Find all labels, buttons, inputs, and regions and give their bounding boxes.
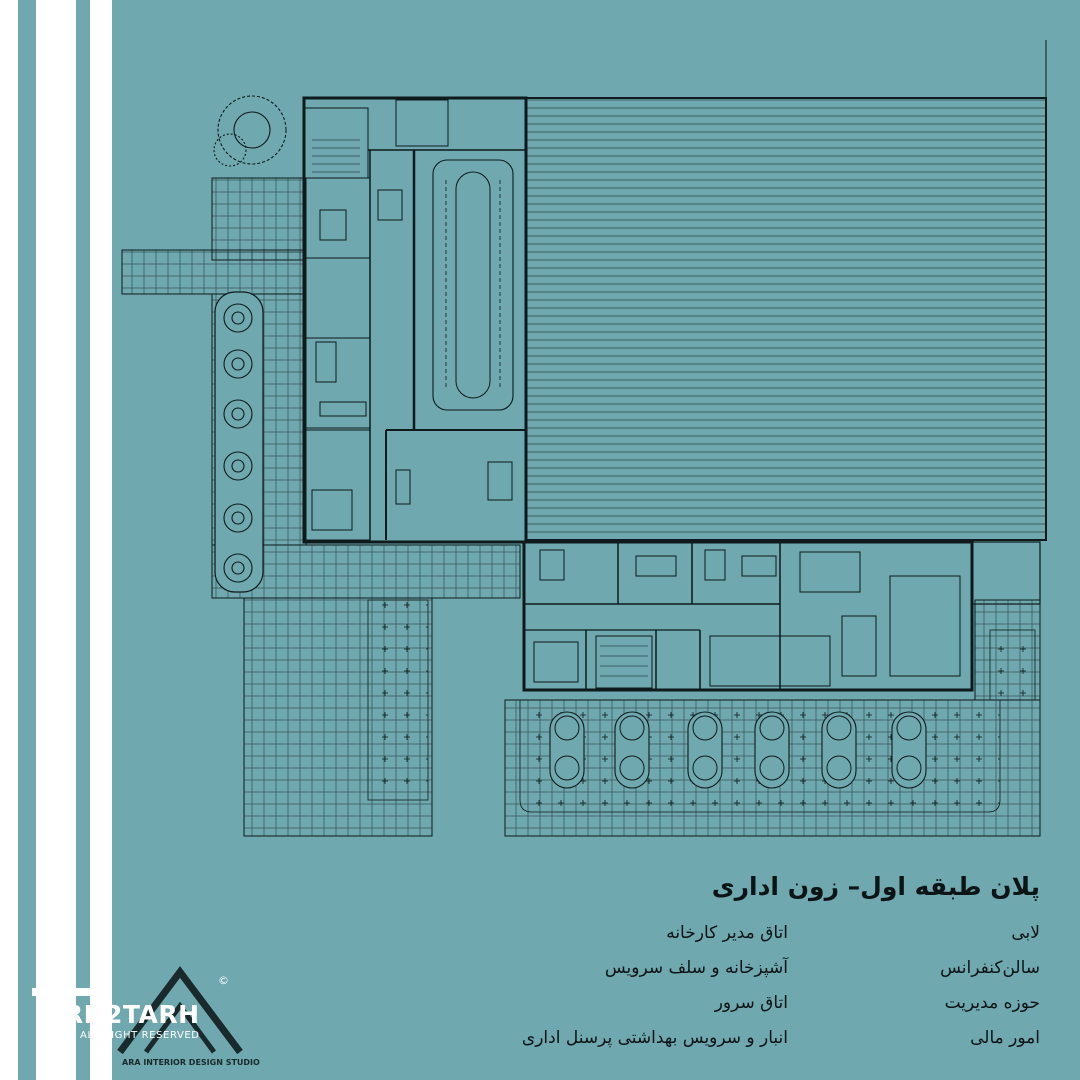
paving-left xyxy=(122,178,520,836)
legend-item: اتاق مدیر کارخانه xyxy=(666,923,788,943)
legend-right-column xyxy=(940,920,1040,1060)
logo-brand: ARH2TARH xyxy=(44,1000,200,1029)
legend-left-column xyxy=(522,920,788,1060)
legend-item: حوزه مدیریت xyxy=(944,993,1040,1013)
legend-item: امور مالی xyxy=(970,1028,1040,1048)
office-block-south xyxy=(524,542,1040,690)
legend-item: اتاق سرور xyxy=(714,993,788,1013)
logo-studio-name: ARA INTERIOR DESIGN STUDIO xyxy=(122,1058,260,1067)
planter-strip-left xyxy=(215,292,263,592)
copyright-mark: © xyxy=(218,974,229,987)
legend-item: سالن‌کنفرانس xyxy=(940,958,1040,978)
office-block-west xyxy=(304,98,526,542)
factory-hall-roof xyxy=(526,40,1046,540)
legend-item: آشپزخانه و سلف سرویس xyxy=(604,958,788,978)
legend-item: لابی xyxy=(1011,923,1040,943)
logo-tagline: ALL RIGHT RESERVED xyxy=(80,1030,200,1041)
legend-item: انبار و سرویس بهداشتی پرسنل اداری xyxy=(521,1028,788,1048)
plan-title: پلان طبقه اول– زون اداری xyxy=(711,872,1040,901)
